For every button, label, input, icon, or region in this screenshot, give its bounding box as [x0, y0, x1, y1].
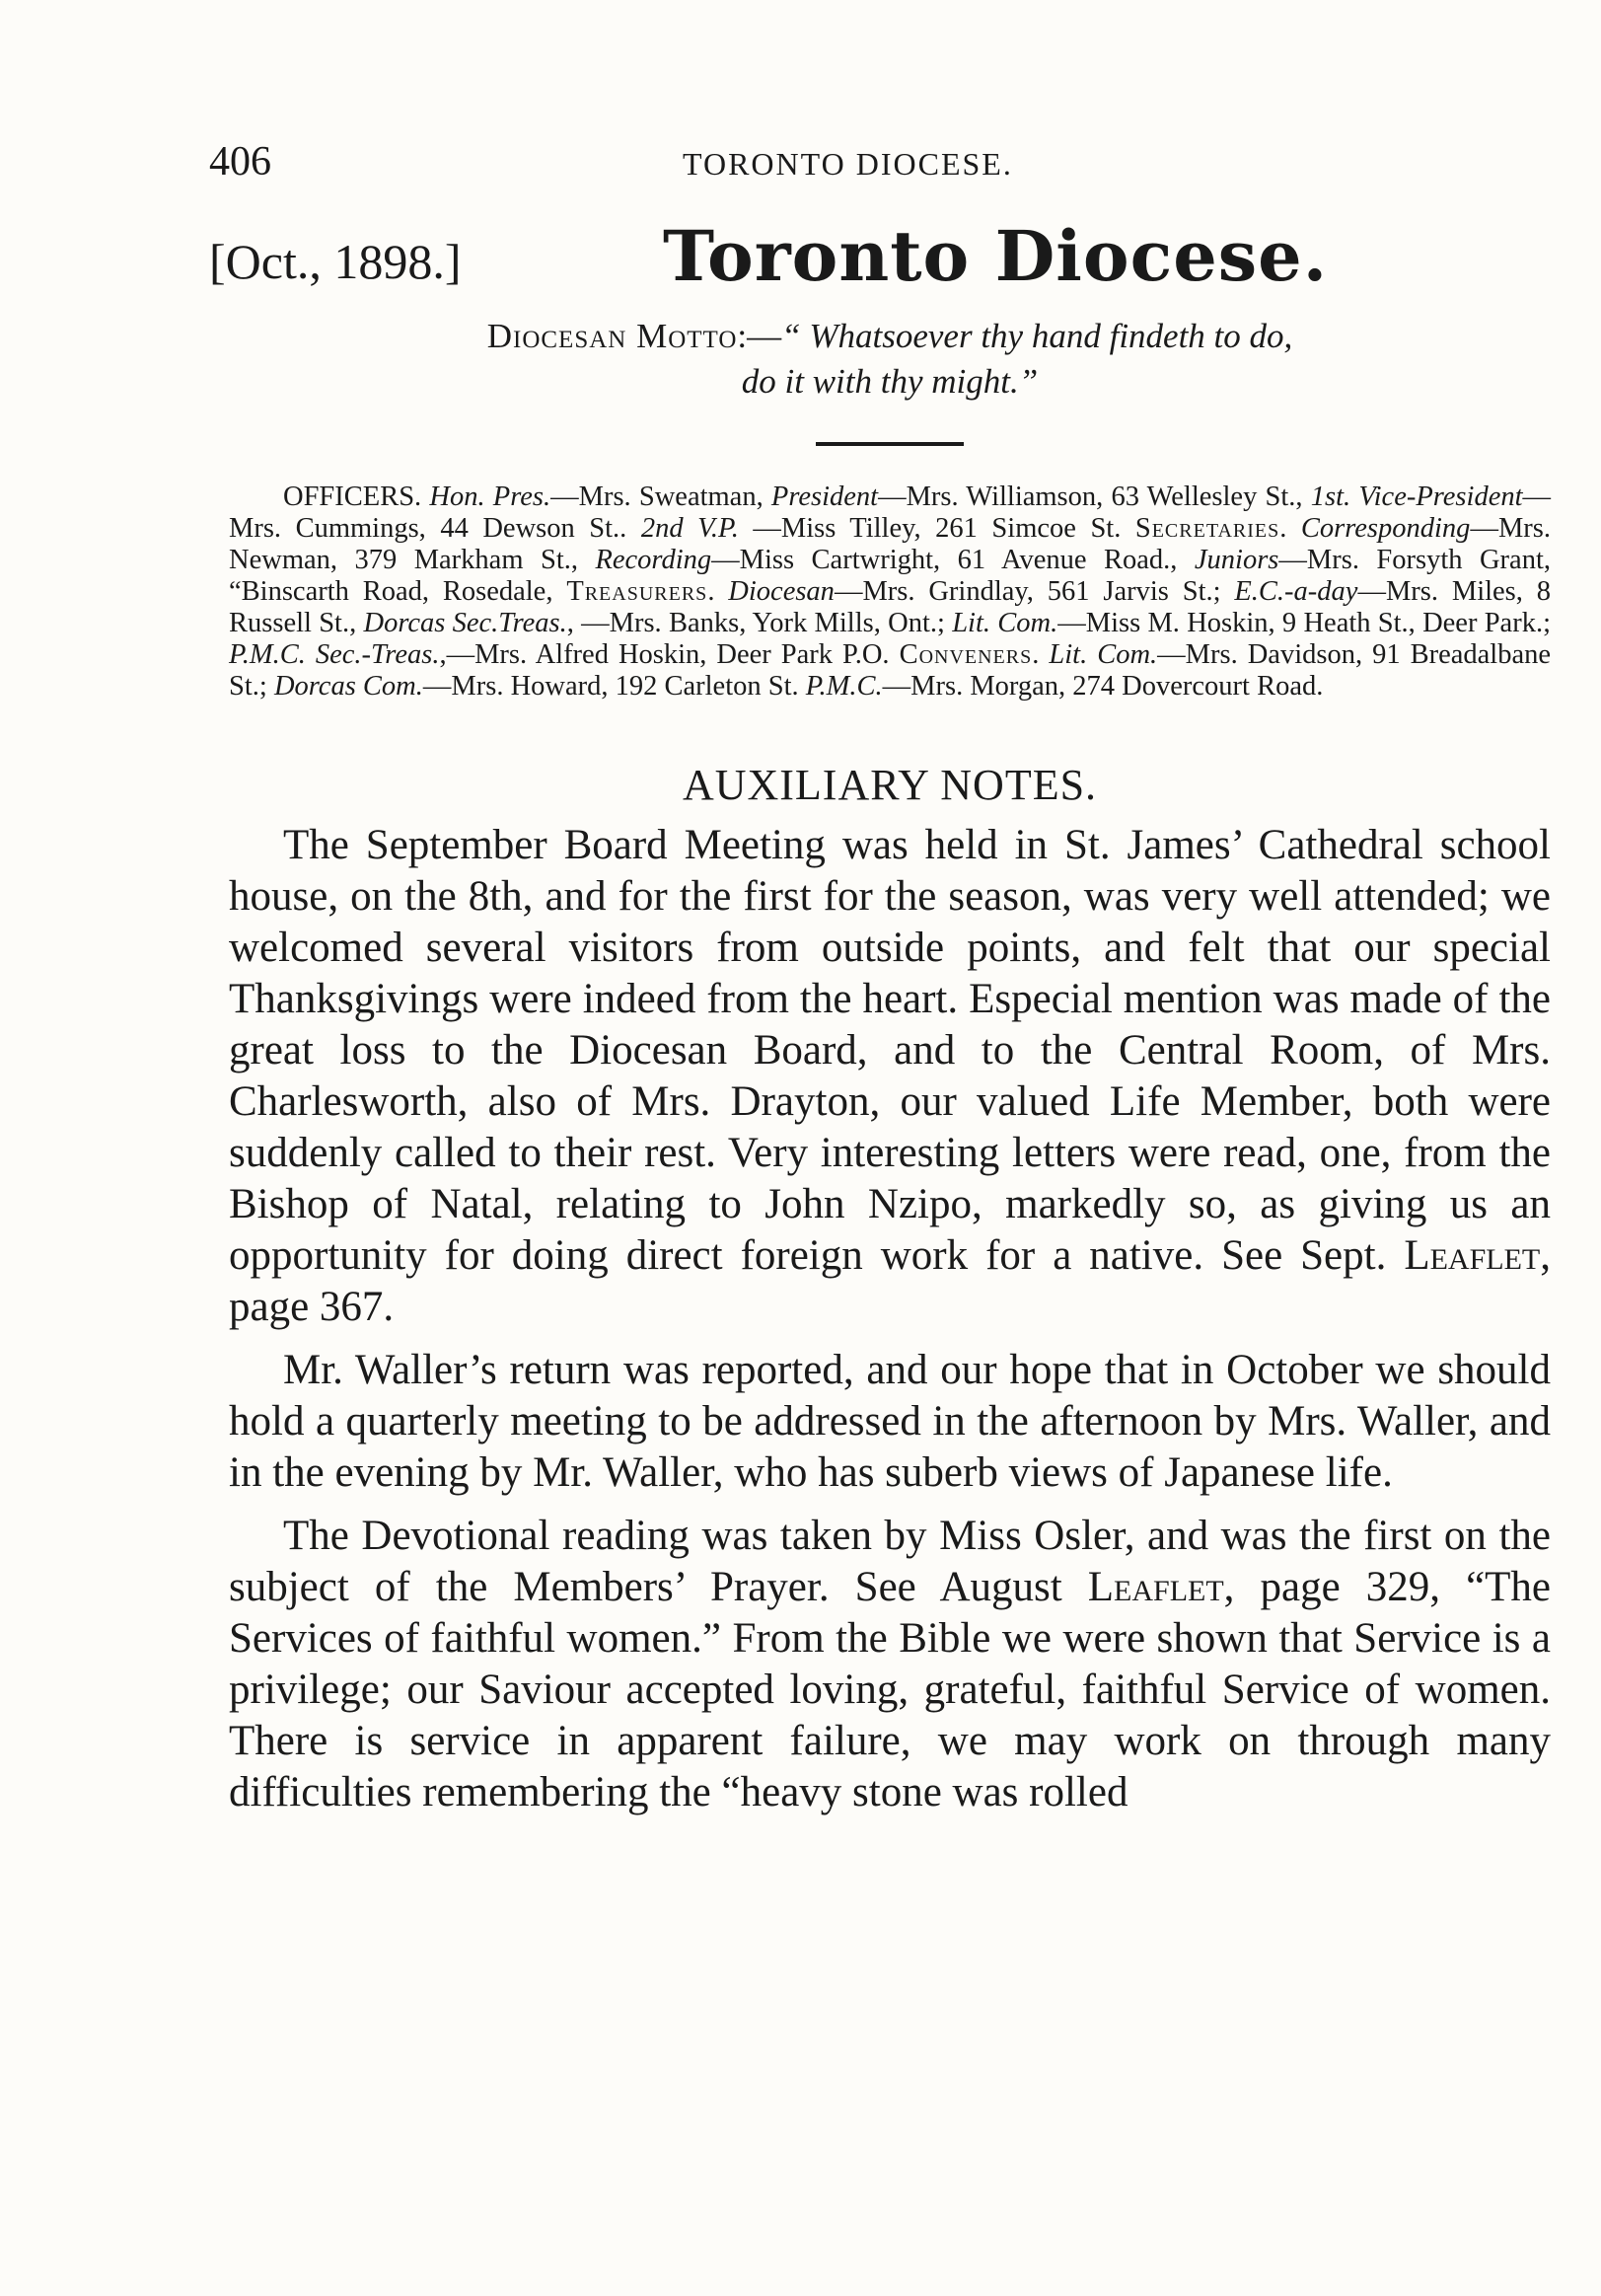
officer-role: Hon. Pres.: [429, 481, 551, 512]
motto-line-1: [229, 314, 1551, 359]
officer-entry: —Mrs. Morgan, 274 Dovercourt Road.: [882, 671, 1324, 702]
officer-role: P.M.C. Sec.-Treas.: [229, 639, 440, 670]
officer-role: Lit. Com.: [952, 608, 1058, 638]
date-tag: [Oct., 1898.]: [209, 234, 462, 289]
page: [209, 138, 1552, 1818]
motto-quote-2: do it with thy might.”: [741, 362, 1039, 401]
officers-label: OFFICERS.: [283, 481, 430, 512]
officer-entry: —Mrs. Grindlay, 561 Jarvis St.;: [834, 576, 1235, 607]
paragraph-board-meeting: [229, 820, 1551, 1333]
officer-role: 1st. Vice-President: [1310, 481, 1523, 512]
title-row: [209, 215, 1551, 309]
officer-role: Lit. Com.: [1049, 639, 1158, 670]
paragraph-text: , page 367.: [229, 1232, 1551, 1330]
officer-group: Treasurers: [566, 576, 708, 607]
page-number: 406: [209, 139, 271, 185]
paragraph-devotional: [229, 1511, 1551, 1818]
paragraph-text: The Devotional reading was taken by Miss Osler, and was the first on the subject of the Members’ Prayer. See August: [229, 1513, 1551, 1610]
officer-role: Corresponding: [1300, 513, 1471, 544]
officer-role: 2nd V.P.: [640, 513, 739, 544]
officer-entry: .: [707, 576, 729, 607]
officer-entry: — Mrs. Cummings, 44 Dewson St..: [229, 481, 1552, 544]
motto-label: Diocesan Motto: [486, 317, 738, 355]
running-title: TORONTO DIOCESE.: [683, 146, 1013, 182]
officer-entry: —Mrs. Davidson, 91 Breadalbane St.;: [229, 639, 1552, 702]
divider-rule: [816, 442, 964, 446]
motto-separator: :—: [737, 317, 782, 355]
officer-entry: —Miss Tilley, 261 Simcoe St.: [738, 513, 1135, 544]
officer-role: Juniors: [1194, 545, 1279, 575]
officer-entry: , —Mrs. Banks, York Mills, Ont.;: [566, 608, 953, 638]
paragraph-waller-return: Mr. Waller’s return was reported, and our hope that in October we should hold a quarterly meeting to be addressed in the afternoon by Mrs. Waller, and in the evening by Mr. Waller, who has suberb views of Japanese life.: [229, 1347, 1551, 1496]
officer-entry: .: [1279, 513, 1301, 544]
officer-entry: —Mrs. Sweatman,: [550, 481, 771, 512]
leaflet-reference: Leaflet: [1087, 1564, 1224, 1610]
officer-group: Conveners: [899, 639, 1033, 670]
leaflet-reference: Leaflet: [1404, 1232, 1541, 1279]
officer-group: Secretaries: [1134, 513, 1280, 544]
officer-entry: —Mrs. Williamson, 63 Wellesley St.,: [878, 481, 1311, 512]
officer-role: Recording: [595, 545, 712, 575]
running-head: [209, 138, 1551, 197]
diocesan-motto: [229, 314, 1551, 405]
motto-quote-1: “ Whatsoever thy hand findeth to do,: [781, 317, 1293, 355]
motto-line-2: [229, 359, 1551, 405]
officers-list: [229, 481, 1551, 703]
page-title: Toronto Diocese.: [663, 215, 1329, 297]
officer-entry: —Miss Cartwright, 61 Avenue Road.,: [711, 545, 1195, 575]
officer-role: P.M.C.: [805, 671, 883, 702]
section-heading: AUXILIARY NOTES.: [682, 761, 1098, 809]
paragraph-text: , page 329, “The Services of faithful women.” From the Bible we were shown that Service is a privilege; our Saviour accepted loving, grateful, faithful Service of women. There is service in apparent failure, we may work on through many difficulties remembering the “heavy stone was rolled: [229, 1564, 1552, 1815]
officer-role: Diocesan: [728, 576, 835, 607]
officer-role: Dorcas Com.: [273, 671, 423, 702]
officer-role: E.C.-a-day: [1234, 576, 1358, 607]
officer-role: Dorcas Sec.Treas.: [363, 608, 567, 638]
officer-entry: —Mrs. Newman, 379 Markham St.,: [229, 513, 1551, 575]
auxiliary-notes-body: [229, 820, 1551, 1818]
officer-entry: —Miss M. Hoskin, 9 Heath St., Deer Park.;: [1057, 608, 1551, 638]
officer-entry: ,—Mrs. Alfred Hoskin, Deer Park P.O.: [439, 639, 900, 670]
officer-entry: .: [1032, 639, 1050, 670]
paragraph-text: The September Board Meeting was held in St. James’ Cathedral school house, on the 8th, and for the first for the season, was very well attended; we welcomed several visitors from outside points, and felt that our special Thanksgivings were indeed from the heart. Especial mention was made of the great loss to the Diocesan Board, and to the Central Room, of Mrs. Charlesworth, also of Mrs. Drayton, our valued Life Member, both were suddenly called to their rest. Very interesting letters were read, one, from the Bishop of Natal, relating to John Nzipo, markedly so, as giving us an opportunity for doing direct foreign work for a native. See Sept.: [229, 822, 1551, 1279]
officer-entry: —Mrs. Miles, 8 Russell St.,: [229, 576, 1551, 638]
officer-entry: —Mrs. Forsyth Grant, “Binscarth Road, Rosedale,: [229, 545, 1551, 607]
officer-role: President: [770, 481, 879, 512]
officer-entry: —Mrs. Howard, 192 Carleton St.: [422, 671, 806, 702]
